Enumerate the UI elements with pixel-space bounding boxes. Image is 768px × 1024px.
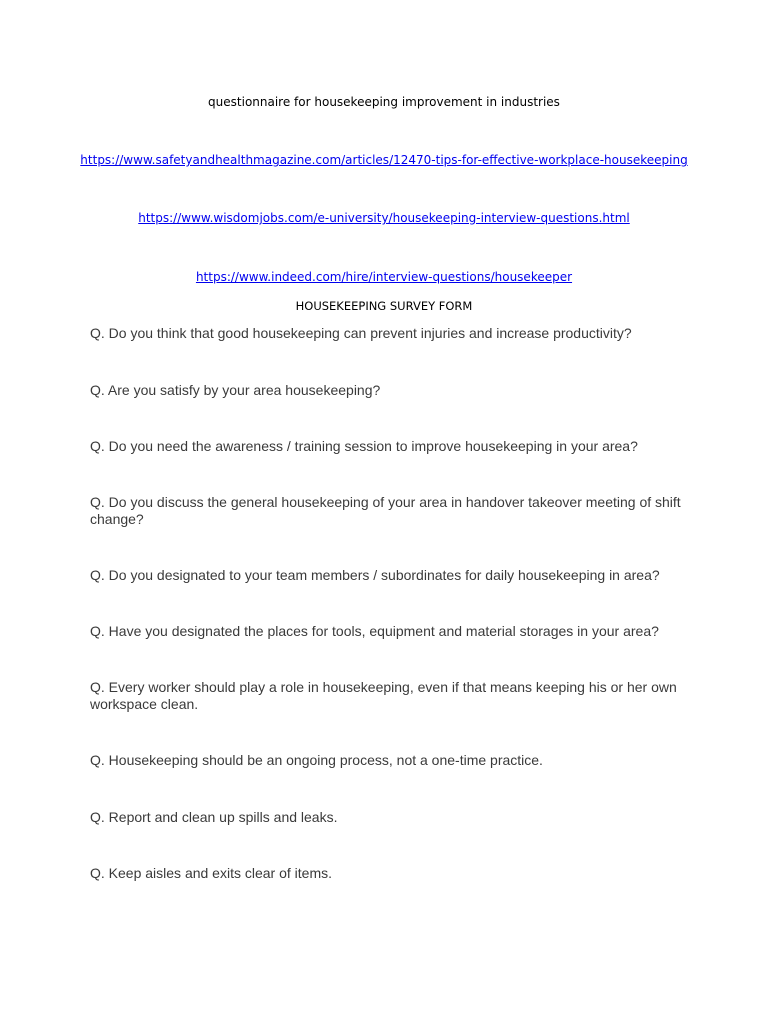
survey-form-heading: HOUSEKEEPING SURVEY FORM: [295, 299, 473, 313]
question-5: Q. Do you designated to your team members / subordinates for daily housekeeping in area?: [90, 567, 660, 583]
question-1: Q. Do you think that good housekeeping can prevent injuries and increase productivity?: [90, 325, 632, 341]
question-4: Q. Do you discuss the general housekeeping of your area in handover takeover meeting of shift change?: [90, 494, 681, 527]
question-8: Q. Housekeeping should be an ongoing process, not a one-time practice.: [90, 752, 543, 768]
reference-link-1[interactable]: https://www.safetyandhealthmagazine.com/articles/12470-tips-for-effective-workplace-housekeeping: [80, 153, 688, 167]
question-10: Q. Keep aisles and exits clear of items.: [90, 865, 332, 881]
question-6: Q. Have you designated the places for tools, equipment and material storages in your area?: [90, 623, 659, 639]
question-3: Q. Do you need the awareness / training session to improve housekeeping in your area?: [90, 438, 638, 454]
document-title: questionnaire for housekeeping improvement in industries: [208, 95, 560, 109]
reference-link-wisdomjobs: [0, 210, 768, 226]
question-2: Q. Are you satisfy by your area housekeeping?: [90, 382, 381, 398]
question-7: Q. Every worker should play a role in housekeeping, even if that means keeping his or her own workspace clean.: [90, 679, 677, 712]
question-9: Q. Report and clean up spills and leaks.: [90, 809, 338, 825]
reference-link-2[interactable]: https://www.wisdomjobs.com/e-university/housekeeping-interview-questions.html: [138, 211, 630, 225]
reference-link-3[interactable]: https://www.indeed.com/hire/interview-questions/housekeeper: [195, 270, 573, 284]
reference-link-safety-magazine: [0, 152, 768, 168]
reference-link-indeed: [0, 269, 768, 285]
